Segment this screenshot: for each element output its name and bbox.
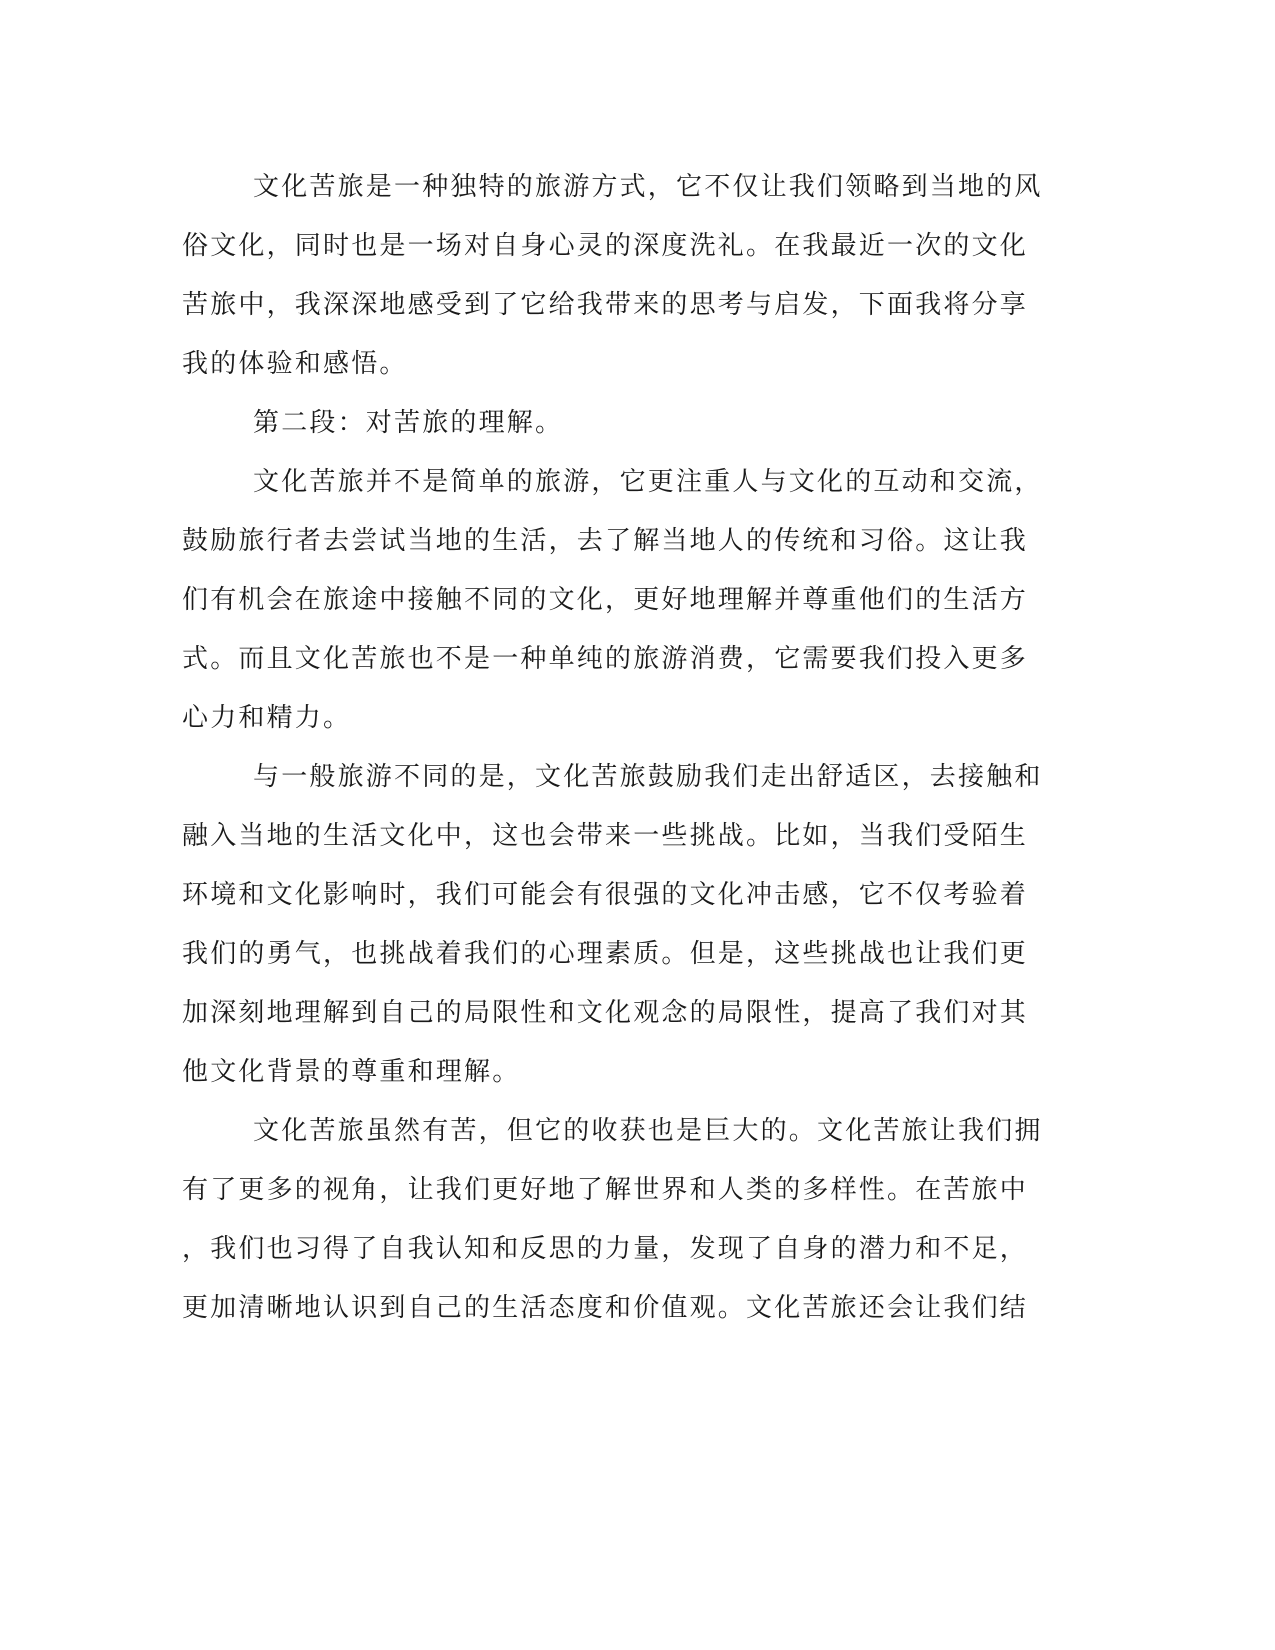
text-line: 们有机会在旅途中接触不同的文化，更好地理解并尊重他们的生活方 bbox=[182, 585, 1029, 615]
text-line: ，我们也习得了自我认知和反思的力量，发现了自身的潜力和不足， bbox=[182, 1234, 1029, 1264]
text-line: 我们的勇气，也挑战着我们的心理素质。但是，这些挑战也让我们更 bbox=[182, 939, 1029, 969]
text-line: 环境和文化影响时，我们可能会有很强的文化冲击感，它不仅考验着 bbox=[182, 880, 1029, 910]
text-line: 我的体验和感悟。 bbox=[182, 349, 408, 379]
text-line: 融入当地的生活文化中，这也会带来一些挑战。比如，当我们受陌生 bbox=[182, 821, 1029, 851]
text-line: 鼓励旅行者去尝试当地的生活，去了解当地人的传统和习俗。这让我 bbox=[182, 526, 1029, 556]
document-body bbox=[182, 158, 1043, 1338]
text-line: 文化苦旅虽然有苦，但它的收获也是巨大的。文化苦旅让我们拥 bbox=[253, 1116, 1043, 1146]
text-line: 更加清晰地认识到自己的生活态度和价值观。文化苦旅还会让我们结 bbox=[182, 1293, 1029, 1323]
text-line: 文化苦旅是一种独特的旅游方式，它不仅让我们领略到当地的风 bbox=[253, 172, 1043, 202]
text-line: 心力和精力。 bbox=[182, 703, 352, 733]
section-heading: 第二段：对苦旅的理解。 bbox=[253, 408, 564, 438]
text-line: 有了更多的视角，让我们更好地了解世界和人类的多样性。在苦旅中 bbox=[182, 1175, 1029, 1205]
text-line: 式。而且文化苦旅也不是一种单纯的旅游消费，它需要我们投入更多 bbox=[182, 644, 1029, 674]
text-line: 苦旅中，我深深地感受到了它给我带来的思考与启发，下面我将分享 bbox=[182, 290, 1029, 320]
text-line: 与一般旅游不同的是，文化苦旅鼓励我们走出舒适区，去接触和 bbox=[253, 762, 1043, 792]
text-line: 俗文化，同时也是一场对自身心灵的深度洗礼。在我最近一次的文化 bbox=[182, 231, 1029, 261]
text-line: 他文化背景的尊重和理解。 bbox=[182, 1057, 521, 1087]
text-line: 文化苦旅并不是简单的旅游，它更注重人与文化的互动和交流， bbox=[253, 467, 1043, 497]
text-line: 加深刻地理解到自己的局限性和文化观念的局限性，提高了我们对其 bbox=[182, 998, 1029, 1028]
